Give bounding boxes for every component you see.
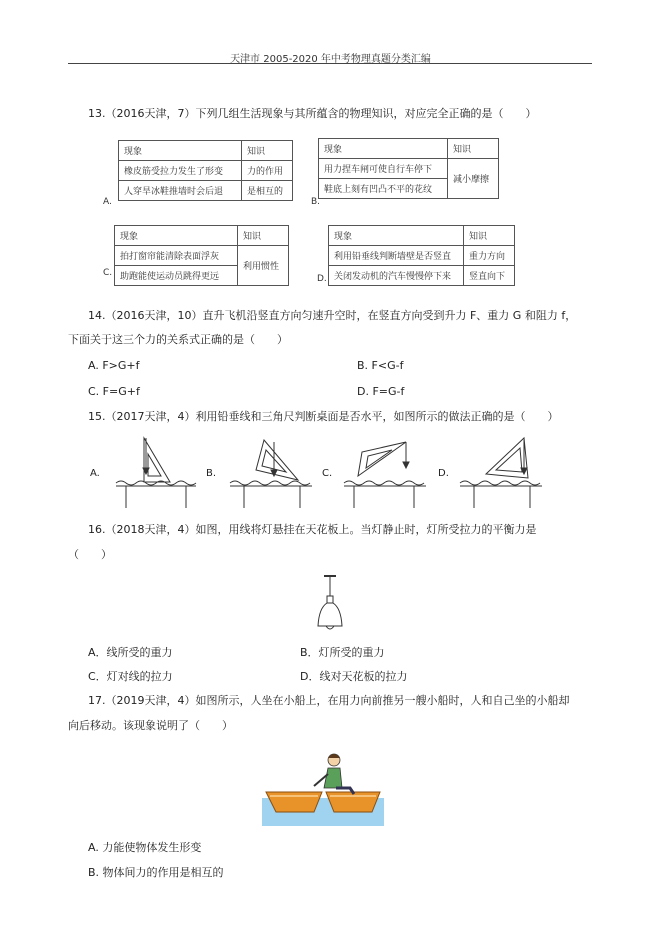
table-cell: 关闭发动机的汽车慢慢停下来 xyxy=(329,266,464,286)
q17-option-b: B. 物体间力的作用是相互的 xyxy=(88,866,224,879)
table-cell: 重力方向 xyxy=(464,246,515,266)
table-header-phenomenon: 现象 xyxy=(119,141,242,161)
question-16-stem-line1: 16.（2018天津，4）如图，用线将灯悬挂在天花板上。当灯静止时，灯所受拉力的平衡力是 xyxy=(88,523,537,536)
q14-option-b: B. F<G-f xyxy=(357,359,404,372)
question-14-stem-line2: 下面关于这三个力的关系式正确的是（ ） xyxy=(68,333,288,346)
q13-option-d-label: D. xyxy=(317,274,327,284)
page-header: 天津市 2005-2020 年中考物理真题分类汇编 xyxy=(230,54,431,65)
q15-figure-d-label: D. xyxy=(438,468,449,479)
table-cell: 减小摩擦 xyxy=(448,159,499,199)
q16-option-a: A．线所受的重力 xyxy=(88,646,173,659)
table-cell: 用力捏车闸可使自行车停下 xyxy=(319,159,448,179)
q13-option-c-label: C. xyxy=(103,268,113,278)
table-cell: 竖直向下 xyxy=(464,266,515,286)
table-cell: 橡皮筋受拉力发生了形变 xyxy=(119,161,242,181)
q15-figure-b-table-plumb xyxy=(226,432,318,510)
table-header-knowledge: 知识 xyxy=(238,226,289,246)
table-header-knowledge: 知识 xyxy=(464,226,515,246)
question-15-stem: 15.（2017天津，4）利用铅垂线和三角尺判断桌面是否水平，如图所示的做法正确的是（ ） xyxy=(88,410,559,423)
q13-table-d xyxy=(328,225,515,286)
hanging-lamp-figure xyxy=(314,574,346,636)
question-16-stem-line2: （ ） xyxy=(68,548,112,561)
boats-push-figure xyxy=(262,752,384,826)
q16-option-b: B．灯所受的重力 xyxy=(300,646,385,659)
table-cell: 利用铅垂线判断墙壁是否竖直 xyxy=(329,246,464,266)
q13-option-b-label: B. xyxy=(311,197,321,207)
q15-figure-a-table-plumb xyxy=(112,432,202,510)
table-header-phenomenon: 现象 xyxy=(329,226,464,246)
question-17-stem-line1: 17.（2019天津，4）如图所示，人坐在小船上，在用力向前推另一艘小船时，人和自己坐的小船却 xyxy=(88,694,570,707)
q14-option-d: D. F=G-f xyxy=(357,385,405,398)
table-cell: 利用惯性 xyxy=(238,246,289,286)
q15-figure-b-label: B. xyxy=(206,468,217,479)
question-13-stem: 13.（2016天津，7）下列几组生活现象与其所蕴含的物理知识，对应完全正确的是（ ） xyxy=(88,107,537,120)
table-header-knowledge: 知识 xyxy=(242,141,293,161)
q14-option-a: A. F>G+f xyxy=(88,359,140,372)
q16-option-d: D．线对天花板的拉力 xyxy=(300,670,408,683)
table-header-knowledge: 知识 xyxy=(448,139,499,159)
table-cell: 是相互的 xyxy=(242,181,293,201)
q13-option-a-label: A. xyxy=(103,197,112,207)
question-14-stem-line1: 14.（2016天津，10）直升飞机沿竖直方向匀速升空时，在竖直方向受到升力 F、重力 G 和阻力 f， xyxy=(88,309,577,322)
q13-table-b xyxy=(318,138,499,199)
q15-figure-c-label: C. xyxy=(322,468,333,479)
q13-table-c xyxy=(114,225,289,286)
q15-figure-a-label: A. xyxy=(90,468,100,479)
header-divider xyxy=(68,63,592,64)
table-header-phenomenon: 现象 xyxy=(319,139,448,159)
q15-figure-c-table-plumb xyxy=(340,432,432,510)
table-cell: 助跑能使运动员跳得更远 xyxy=(115,266,238,286)
q14-option-c: C. F=G+f xyxy=(88,385,140,398)
q17-option-a: A. 力能使物体发生形变 xyxy=(88,841,202,854)
question-17-stem-line2: 向后移动。该现象说明了（ ） xyxy=(68,719,233,732)
table-cell: 拍打窗帘能清除表面浮灰 xyxy=(115,246,238,266)
table-cell: 力的作用 xyxy=(242,161,293,181)
table-cell: 人穿旱冰鞋推墙时会后退 xyxy=(119,181,242,201)
q13-table-a xyxy=(118,140,293,201)
q16-option-c: C．灯对线的拉力 xyxy=(88,670,173,683)
table-header-phenomenon: 现象 xyxy=(115,226,238,246)
table-cell: 鞋底上刻有凹凸不平的花纹 xyxy=(319,179,448,199)
q15-figure-d-table-plumb xyxy=(456,432,548,510)
